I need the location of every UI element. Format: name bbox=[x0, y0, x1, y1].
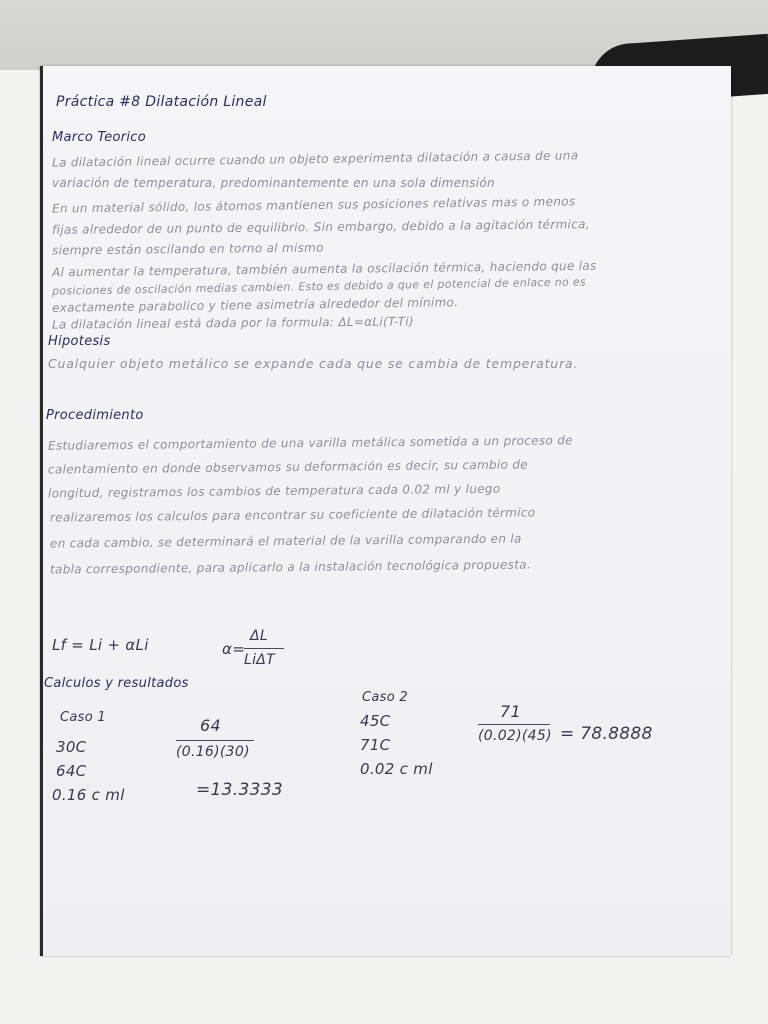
caso1-value: 0.16 c ml bbox=[52, 786, 125, 804]
section-heading-procedimiento: Procedimiento bbox=[46, 408, 144, 423]
caso1-numerator: 64 bbox=[200, 716, 221, 735]
procedimiento-line: Estudiaremos el comportamiento de una varilla metálica sometida a un proceso de bbox=[47, 433, 573, 453]
caso1-value: 64C bbox=[56, 762, 87, 780]
procedimiento-line: longitud, registramos los cambios de temperatura cada 0.02 ml y luego bbox=[47, 481, 501, 501]
fraction-line bbox=[478, 724, 550, 725]
marco-line: La dilatación lineal ocurre cuando un objeto experimenta dilatación a causa de una bbox=[51, 148, 579, 170]
section-heading-calculos: Calculos y resultados bbox=[44, 676, 189, 691]
caso2-value: 71C bbox=[360, 736, 391, 754]
fraction-line bbox=[176, 740, 254, 741]
caso1-label: Caso 1 bbox=[60, 710, 106, 725]
caso1-denominator: (0.16)(30) bbox=[176, 744, 250, 760]
section-heading-hipotesis: Hipotesis bbox=[48, 334, 111, 349]
hipotesis-text: Cualquier objeto metálico se expande cada que se cambia de temperatura. bbox=[48, 356, 579, 371]
procedimiento-line: tabla correspondiente, para aplicarlo a la instalación tecnológica propuesta. bbox=[49, 557, 532, 577]
marco-line: siempre están oscilando en torno al mismo bbox=[51, 240, 324, 258]
procedimiento-line: realizaremos los calculos para encontrar su coeficiente de dilatación térmico bbox=[49, 505, 536, 525]
marco-line: exactamente parabolico y tiene asimetría alrededor del mínimo. bbox=[51, 295, 459, 315]
caso2-result: = 78.8888 bbox=[560, 724, 653, 744]
caso2-denominator: (0.02)(45) bbox=[478, 728, 552, 744]
formula-lf: Lf = Li + αLi bbox=[52, 636, 149, 654]
formula-alpha-denominator: LiΔT bbox=[244, 652, 276, 668]
procedimiento-line: calentamiento en donde observamos su deformación es decir, su cambio de bbox=[47, 457, 528, 477]
marco-line: La dilatación lineal está dada por la formula: ΔL=αLi(T-Ti) bbox=[51, 314, 414, 332]
marco-line: fijas alrededor de un punto de equilibrio. Sin embargo, debido a la agitación térmica, bbox=[51, 217, 590, 237]
marco-line: posiciones de oscilación medias cambien. Esto es debido a que el potencial de enlace no es bbox=[51, 275, 586, 298]
marco-line: En un material sólido, los átomos mantienen sus posiciones relativas mas o menos bbox=[51, 194, 576, 216]
page-title: Práctica #8 Dilatación Lineal bbox=[56, 94, 267, 110]
caso1-result: =13.3333 bbox=[196, 780, 283, 800]
fraction-line bbox=[244, 648, 284, 649]
section-heading-marco-teorico: Marco Teorico bbox=[52, 130, 147, 145]
marco-line: Al aumentar la temperatura, también aumenta la oscilación térmica, haciendo que las bbox=[51, 258, 597, 280]
formula-alpha-lhs: α= bbox=[222, 640, 246, 658]
caso2-numerator: 71 bbox=[500, 702, 521, 721]
background-surface bbox=[0, 0, 768, 70]
caso1-value: 30C bbox=[56, 738, 87, 756]
procedimiento-line: en cada cambio, se determinará el material de la varilla comparando en la bbox=[49, 531, 522, 551]
caso2-value: 45C bbox=[360, 712, 391, 730]
formula-alpha-numerator: ΔL bbox=[250, 628, 268, 644]
caso2-label: Caso 2 bbox=[362, 690, 408, 705]
caso2-value: 0.02 c ml bbox=[360, 760, 433, 778]
marco-line: variación de temperatura, predominantemente en una sola dimensión bbox=[52, 176, 495, 190]
